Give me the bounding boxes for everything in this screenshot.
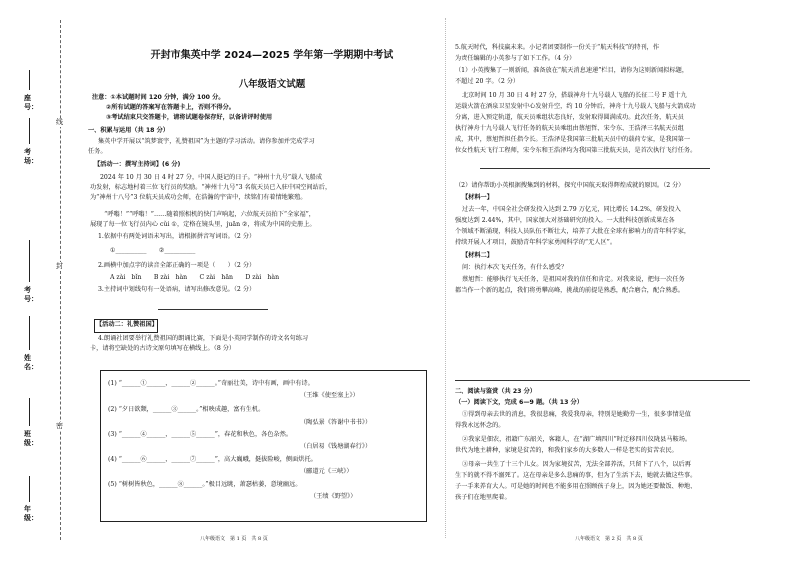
exam-title: 开封市集英中学 2024—2025 学年第一学期期中考试 [150,50,394,61]
text-line: 为“神州十八号”3 位航天员成功会师，在浩瀚的宇宙中，续铭们有着情地繁殖。 [90,194,307,201]
news-line: 分离，进入预定轨道，航天员乘组状态良好，发射取得圆满成功。此次任务，航天员 [455,114,684,121]
question-5-1-limit: 不超过 20 字。（2 分） [455,78,520,85]
exam-number-field[interactable] [29,240,30,282]
material-line: 过去一年，中国全社会研发投入达到 2.79 万亿元，同比增长 14.2%，研发投入 [462,206,681,213]
class-label: 班级： [24,430,38,447]
news-line: 北京时间 10 月 30 日 4 时 27 分，搭载神舟十九号载人飞船的长征二号 F 遥十九 [462,92,687,99]
material-2-label: 【材料二】 [462,252,493,259]
binding-mark-seal: 封 [56,262,63,270]
reading-line: 孩子们在地里爬着。 [455,494,511,501]
poem-source: （王绩《野望》） [310,493,357,500]
grade-field[interactable] [29,476,30,502]
section1-heading: 一、积累与运用（共 18 分） [88,127,169,134]
reading-line: ③母亲一共生了十三个儿女。因为家境贫苦，无法全部养活，只留下了八个，以后再 [462,461,691,468]
page-divider [445,18,446,538]
seat-number-field[interactable] [29,70,30,90]
exam-room-label: 考场： [24,148,38,165]
answer-line[interactable] [158,309,268,310]
name-field[interactable] [29,316,30,350]
material-line: 蔡旭哲：能够执行飞天任务，是祖国对我的信任和肯定。对我来说，把每一次任务 [462,276,685,283]
activity1-heading: 【活动一：撰写主持词】(6 分) [94,161,181,168]
question-2: 2.画横中加点字的读音全部正确的一项是（ ）（2 分） [98,262,256,269]
answer-line[interactable] [480,168,710,169]
binding-mark-line: 线 [56,118,63,126]
material-line: 个领域不断涌现，科技人员队伍不断壮大，培养了大批在全球有影响力的青年科学家， [455,228,691,235]
poem-source: （郦道元《三峡》） [300,468,353,475]
binding-dashed-line [60,20,61,540]
poem-line[interactable]: (5) “树树皆秋色，______⑧______。”极目远眺，萧瑟枯萎，意境幽远。 [108,481,302,488]
reading-line: ①得到母亲去世的消息，我很悲痛，我爱我母亲，特别是她勤劳一生，很多事情是值 [462,411,691,418]
note-line: ③考试结束只交答题卡，请将试题卷保存好，以备讲评时使用 [106,114,273,121]
grade-label: 年级： [24,505,38,522]
activity2-heading: 【活动二：礼赞祖国】 [96,321,158,328]
question-4: 4.朗诵社团要举行礼赞祖国的朗诵比赛，下面是小英同学制作的诗文名句练习 [98,335,309,342]
section1-intro-line: 集英中学开展以“筑梦寰宇，礼赞祖国”为主题的学习活动。请你参加并完成学习 [98,138,315,145]
question-3: 3.主持词中划线句有一处语病，请写出修改意见。（2 分） [98,286,256,293]
section1-intro-line: 任务。 [88,148,107,155]
name-label: 姓名： [24,354,38,371]
seat-number-label: 座号： [24,94,38,111]
poem-line[interactable]: (2) “夕日欲颓，______③______。”相映成趣，富有生机。 [108,406,265,413]
news-line: 位女性航天飞行工程师，宋令东和王浩泽均为我国第三批航天员，是首次执行飞行任务。 [455,147,697,154]
poem-line[interactable]: (3) “______④______，______⑤______”，春花和秋色，各色杂然。 [108,431,293,438]
poem-card [100,370,427,522]
question-5-1: （1）小英搜集了一则新闻，准备放在“航天消息速递”栏目，请你为这则新闻拟标题， [455,67,689,74]
reading-line: 子一手来养育大人。可是她的时间也不能多用在照顾孩子身上，因为她还要做饭、种地、 [455,483,697,490]
text-line: 展现了每一位飞行员内心 cǔi ①，定格在镜头里，juān ②，将成为中国的史册上。 [90,221,316,228]
news-line: 运载火箭在酒泉卫星发射中心发射升空，约 10 分钟后，神舟十九号载人飞船与火箭成功 [455,103,696,110]
text-line: “呼嗡！”“呼嗡！”……随着照相机的快门声响起，六位航天员拍下“全家福”， [98,211,315,218]
material-1-label: 【材料一】 [462,194,493,201]
note-line: 注意：①本试题时间 120 分钟，满分 100 分。 [92,94,225,101]
reading-line: ②我家是佃农，祖籍广东韶关，客籍人，在“湖广填四川”时迁移四川仪陇县马鞍场。 [462,436,692,443]
material-line: 都当作一个新的起点，我们将勇攀高峰，挑战的前提是熟悉，配合磨合，配合熟悉。 [455,287,684,294]
poem-source: （白居易《钱塘湖春行》） [300,443,372,450]
reading-line: 得我永远怀念的。 [455,422,505,429]
news-line: 执行神舟十九号载人飞行任务的航天员乘组由蔡旭哲、宋令东、王浩泽三名航天员组 [455,125,684,132]
exam-number-label: 考号： [24,286,38,303]
material-line: 持续开展人才项目，鼓励青年科学家勇闯科学的“无人区”。 [455,239,617,246]
poem-line[interactable]: (1) “______①______，______②______。”奇丽壮美，诗中有画，画中有诗。 [108,380,314,387]
question-5-2: （2）请你帮助小英根据搜集到的材料，探究中国航天取得辉煌成就的原因。（2 分） [455,182,685,189]
text-line: 2024 年 10 月 30 日 4 时 27 分，中国人挺记的日子。“神州十九号”载人飞船成 [100,174,323,181]
section-divider [455,380,750,381]
page-footer-left: 八年级语文 第 1 页 共 8 页 [200,536,268,542]
note-line: ②所有试题的答案写在答题卡上，否则不得分。 [106,104,235,111]
answer-blanks-1[interactable]: ①__________ ②__________ [110,247,196,254]
reading-line: 生下的就不得不溺死了。这在母亲是多么悲痛的事，但为了生活下去，她就去做这些事。 [455,472,697,479]
section2-heading: 二、阅读与鉴赏（共 23 分） [455,388,536,395]
poem-source: （王维《使至塞上》） [300,392,359,399]
exam-room-field[interactable] [29,118,30,144]
reading-line: 世代为地主耕种，家境是贫苦的，和我们家乡的大多数人一样是老实的贫苦农民。 [455,447,678,454]
material-line: 强度达到 2.44%，其中，国家加大对基础研究的投入。一大批科技创新成果在各 [455,217,675,224]
poem-source: （陶弘景《答谢中书书》） [300,419,372,426]
question-2-options: A zài bǐn B zài hàn C zài hān D zài hàn [110,274,280,281]
question-5-line: 为责任编辑的小英参与了如下工作。（4 分） [455,55,576,62]
question-1: 1.依据中有两处词语未写出，请根据拼音写词语。（2 分） [98,233,256,240]
exam-subtitle: 八年级语文试题 [238,79,306,90]
news-line: 成，其中，蔡旭哲担任指令长。王浩泽是我国第三批航天员中的载荷专家，是我国第一 [455,136,691,143]
material-line: 问：执行本次飞天任务，有什么感受？ [462,264,568,271]
class-field[interactable] [29,398,30,426]
section2-subheading: （一）阅读下文，完成 6—9 题。（共 13 分） [455,399,583,406]
text-line: 功发射，标志地村着三位飞行员的奖励。“神州十九号”3 名航天员已入驻中国空间站后， [90,184,332,191]
page-footer-right: 八年级语文 第 2 页 共 8 页 [575,536,643,542]
poem-line[interactable]: (4) “______⑥______，______⑦______”，高大巍峨，挺拔险峻，侧面烘托。 [108,456,317,463]
question-4-cont: 卡，请将空缺处的古诗文原句填写在横线上。（8 分） [90,345,236,352]
binding-mark-secret: 密 [56,422,63,430]
question-5: 5.航天时代，科技赢未来。小记者团要制作一份关于“航天科技”的特刊，作 [455,44,660,51]
